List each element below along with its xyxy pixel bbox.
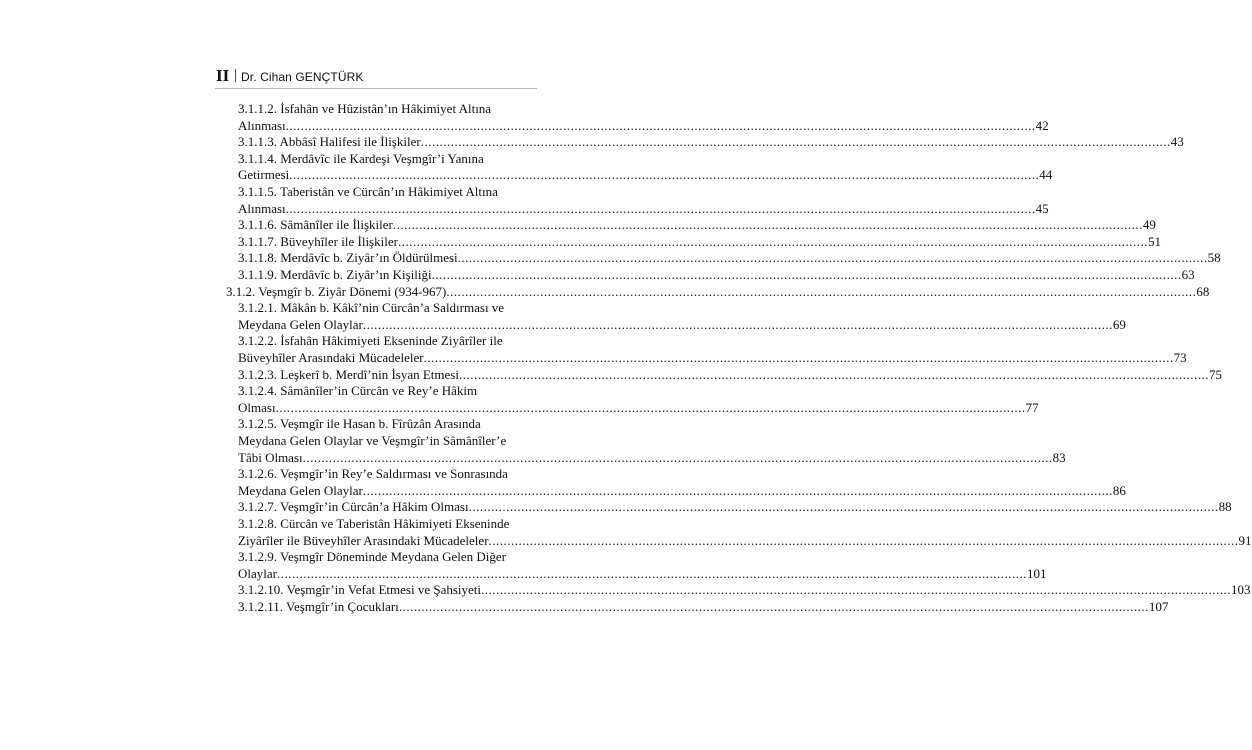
toc-entry (238, 134, 1184, 150)
toc-entry (238, 250, 1221, 266)
toc-entry-title: 3.1.2.10. Veşmgîr’in Vefat Etmesi ve Şahsiyeti (238, 582, 482, 598)
toc-entry-title-line: 3.1.1.4. Merdâvîc ile Kardeşi Veşmgîr’i Yanına (238, 150, 484, 166)
toc-entry (238, 217, 1156, 233)
toc-page-number: 58 (1207, 250, 1221, 266)
toc-entry (238, 599, 1169, 615)
toc-entry-title: Olması (238, 399, 276, 415)
toc-dot-leader: ........................................................................................................................................................................................................ (431, 267, 1182, 282)
toc-entry-title: 3.1.2. Veşmgîr b. Ziyâr Dönemi (934-967) (226, 283, 447, 299)
toc-dot-leader: ........................................................................................................................................................................................................ (362, 482, 1113, 498)
toc-entry-title: 3.1.2.7. Veşmgîr’in Cürcân’a Hâkim Olması (238, 499, 469, 515)
toc-dot-leader: ........................................................................................................................................................................................................ (420, 134, 1171, 150)
toc-entry-title: Meydana Gelen Olaylar (238, 316, 363, 332)
toc-page-number: 51 (1147, 233, 1161, 249)
toc-dot-leader: ........................................................................................................................................................................................................ (275, 399, 1026, 415)
toc-entry-title: 3.1.1.7. Büveyhîler ile İlişkiler (238, 233, 398, 249)
toc-entry-title: Getirmesi (238, 167, 290, 183)
toc-entry (238, 582, 1251, 598)
toc-entry (238, 565, 1047, 582)
toc-page-number: 86 (1112, 482, 1126, 498)
toc-dot-leader: ........................................................................................................................................................................................................ (285, 117, 1036, 133)
toc-page-number: 43 (1170, 134, 1184, 150)
toc-page-number: 103 (1231, 582, 1251, 598)
toc-entry-title: Alınması (238, 200, 286, 216)
toc-page-number: 68 (1196, 283, 1210, 299)
toc-page-number: 91 (1238, 532, 1252, 548)
toc-entry-title: Olaylar (238, 565, 277, 581)
toc-entry (238, 117, 1049, 134)
toc-entry (238, 499, 1232, 515)
toc-entry (238, 200, 1049, 217)
toc-entry (226, 283, 1210, 300)
toc-entry (238, 532, 1252, 549)
toc-page-number: 44 (1039, 167, 1053, 183)
toc-entry-title-line: 3.1.1.2. İsfahân ve Hûzistân’ın Hâkimiyet Altına (238, 101, 492, 116)
toc-dot-leader: ........................................................................................................................................................................................................ (276, 565, 1027, 581)
toc-entry (238, 399, 1039, 416)
toc-entry-title-line: 3.1.2.5. Veşmgîr ile Hasan b. Fîrûzân Arasında (238, 416, 481, 432)
toc-entry-title: 3.1.2.11. Veşmgîr’in Çocukları (238, 599, 399, 614)
toc-entry-title-line: 3.1.1.5. Taberistân ve Cürcân’ın Hâkimiyet Altına (238, 184, 498, 199)
toc-page-number: 101 (1026, 565, 1047, 581)
toc-entry-title: 3.1.1.6. Sâmânîler ile İlişkiler (238, 217, 393, 233)
toc-dot-leader: ........................................................................................................................................................................................................ (302, 449, 1053, 465)
toc-page-number: 88 (1218, 499, 1232, 515)
toc-dot-leader: ........................................................................................................................................................................................................ (458, 366, 1209, 382)
toc-entry (238, 267, 1195, 283)
toc-page-number: 63 (1181, 267, 1195, 282)
toc-dot-leader: ........................................................................................................................................................................................................ (397, 233, 1148, 249)
toc-entry-title-line: Meydana Gelen Olaylar ve Veşmgîr’in Sâmânîler’e (238, 433, 507, 448)
toc-dot-leader: ........................................................................................................................................................................................................ (289, 167, 1040, 183)
author-name: Dr. Cihan GENÇTÜRK (241, 70, 364, 84)
toc-dot-leader: ........................................................................................................................................................................................................ (398, 599, 1149, 614)
toc-entry-title-line: 3.1.2.1. Mâkân b. Kâkî’nin Cürcân’a Saldırması ve (238, 300, 505, 316)
toc-page-number: 45 (1035, 200, 1049, 216)
toc-entry (238, 167, 1053, 183)
toc-entry-title: 3.1.1.3. Abbâsî Halifesi ile İlişkiler (238, 134, 421, 150)
toc-entry-title-line: 3.1.2.2. İsfahân Hâkimiyeti Ekseninde Ziyârîler ile (238, 333, 503, 349)
toc-dot-leader: ........................................................................................................................................................................................................ (446, 283, 1197, 299)
toc-dot-leader: ........................................................................................................................................................................................................ (362, 316, 1113, 332)
toc-entry (238, 366, 1222, 383)
toc-page-number: 75 (1208, 366, 1222, 382)
toc-dot-leader: ........................................................................................................................................................................................................ (285, 200, 1036, 216)
toc-entry-title: 3.1.1.9. Merdâvîc b. Ziyâr’ın Kişiliği (238, 267, 432, 282)
toc-entry (238, 316, 1126, 333)
toc-page-number: 69 (1112, 316, 1126, 332)
toc-entry-title-line: 3.1.2.8. Cürcân ve Taberistân Hâkimiyeti Ekseninde (238, 516, 510, 531)
toc-entry (238, 449, 1066, 466)
toc-entry-title-line: 3.1.2.9. Veşmgîr Döneminde Meydana Gelen Diğer (238, 549, 507, 565)
toc-entry-title: Alınması (238, 117, 286, 133)
toc-dot-leader: ........................................................................................................................................................................................................ (392, 217, 1143, 233)
toc-page-number: 42 (1035, 117, 1049, 133)
toc-entry-title: Ziyârîler ile Büveyhîler Arasındaki Mücadeleler (238, 532, 489, 548)
toc-dot-leader: ........................................................................................................................................................................................................ (468, 499, 1219, 515)
toc-dot-leader: ........................................................................................................................................................................................................ (457, 250, 1208, 266)
header-separator: | (234, 67, 238, 83)
toc-entry-title: Meydana Gelen Olaylar (238, 482, 363, 498)
toc-page-number: 83 (1052, 449, 1066, 465)
toc-entry-title: 3.1.1.8. Merdâvîc b. Ziyâr’ın Öldürülmesi (238, 250, 458, 266)
toc-dot-leader: ........................................................................................................................................................................................................ (423, 350, 1174, 365)
toc-dot-leader: ........................................................................................................................................................................................................ (488, 532, 1239, 548)
toc-entry-title-line: 3.1.2.4. Sâmânîler’in Cürcân ve Rey’e Hâkim (238, 383, 478, 399)
toc-entry-title: Büveyhîler Arasındaki Mücadeleler (238, 350, 424, 365)
toc-dot-leader: ........................................................................................................................................................................................................ (481, 582, 1232, 598)
toc-page-number: 107 (1148, 599, 1169, 614)
toc-entry (238, 350, 1187, 366)
toc-page-number: 73 (1173, 350, 1187, 365)
toc-entry-title: 3.1.2.3. Leşkerî b. Merdî’nin İsyan Etmesi (238, 366, 459, 382)
toc-entry (238, 482, 1126, 499)
toc-entry-title: Tâbi Olması (238, 449, 303, 465)
page-number-roman: II (216, 66, 230, 85)
toc-page-number: 77 (1025, 399, 1039, 415)
toc-entry-title-line: 3.1.2.6. Veşmgîr’in Rey’e Saldırması ve Sonrasında (238, 466, 508, 482)
toc-entry (238, 233, 1161, 250)
toc-page-number: 49 (1142, 217, 1156, 233)
